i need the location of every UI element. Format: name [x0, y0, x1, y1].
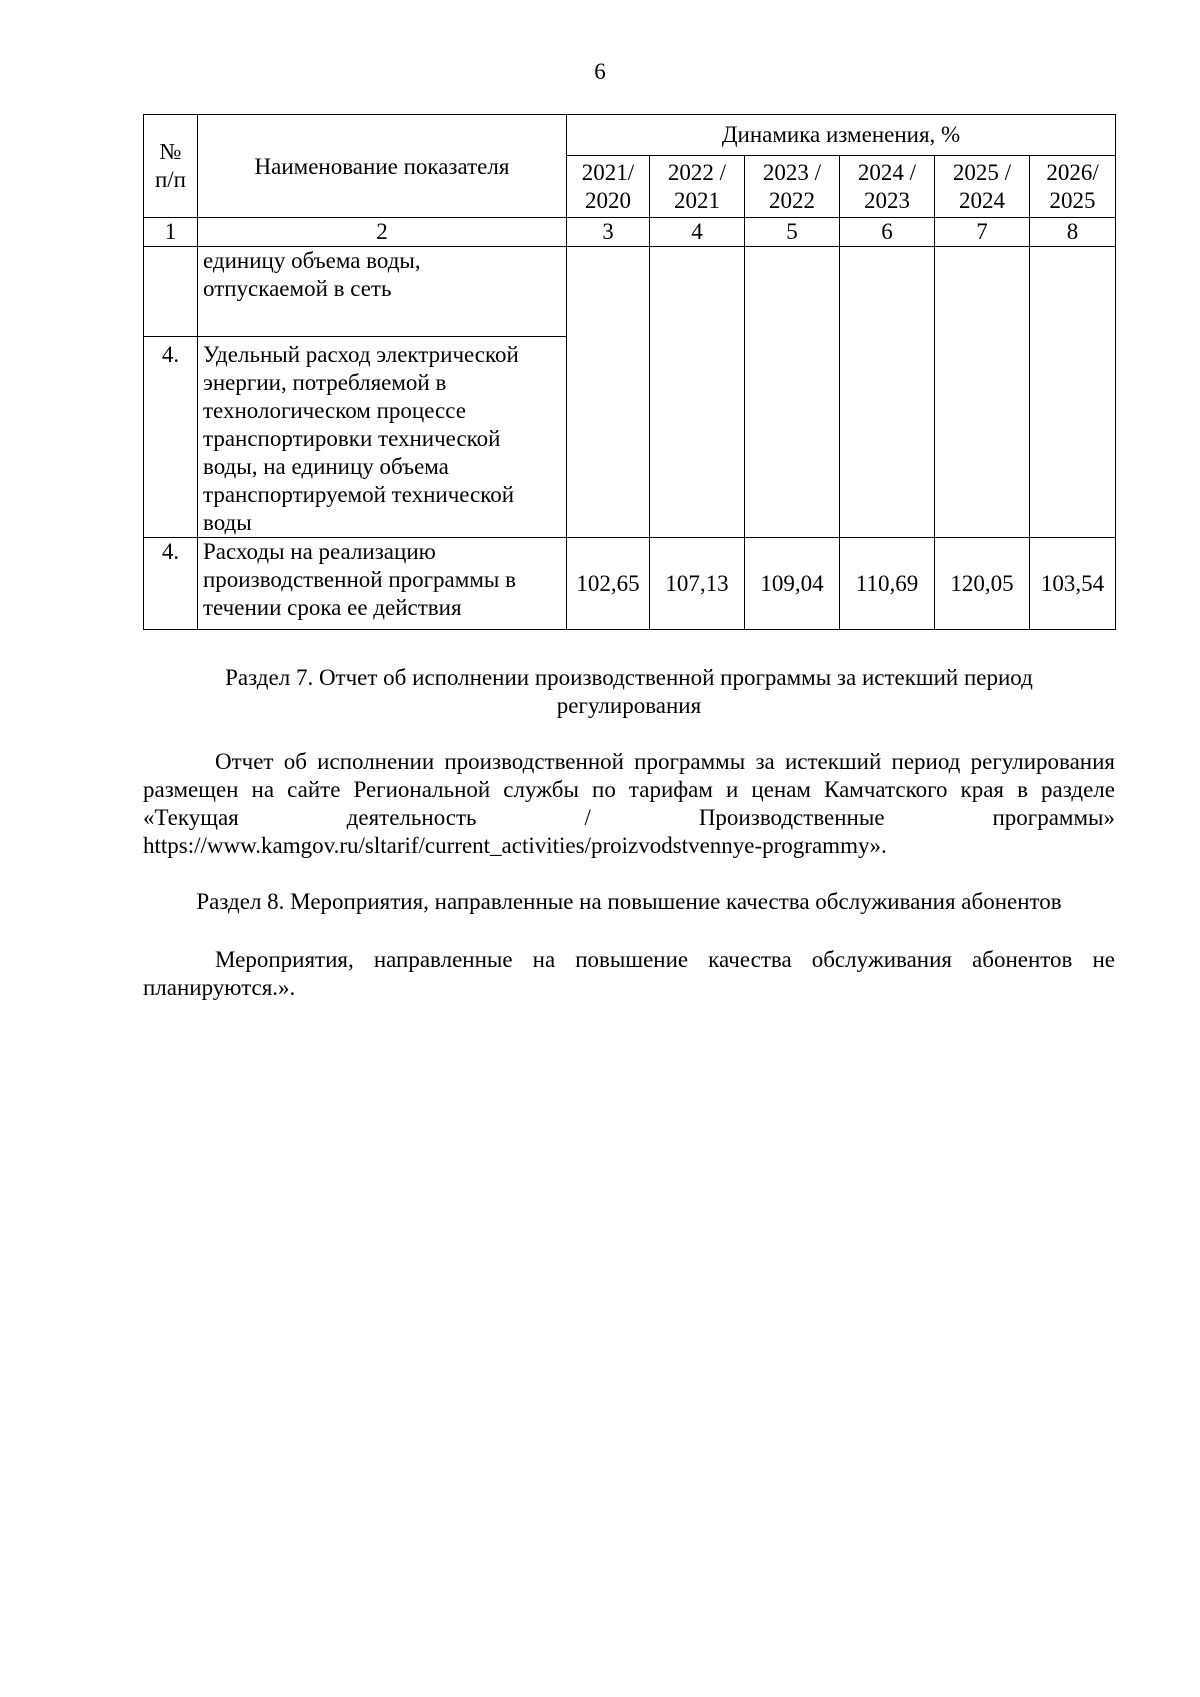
- table-row: [144, 538, 1116, 630]
- section7-title: Раздел 7. Отчет об исполнении производственной программы за истекший период регулирования: [225, 665, 1033, 718]
- value-cell: 120,05: [935, 538, 1030, 630]
- section8-title: Раздел 8. Мероприятия, направленные на повышение качества обслуживания абонентов: [196, 889, 1062, 914]
- column-number: 8: [1030, 218, 1116, 247]
- page-number: 6: [594, 59, 606, 84]
- row-name: Расходы на реализацию производственной программы в течении срока ее действия: [198, 538, 567, 630]
- header-period: 2026/ 2025: [1030, 156, 1116, 218]
- value-cell: 109,04: [745, 538, 840, 630]
- column-number: 4: [650, 218, 745, 247]
- row-name: Удельный расход электрической энергии, потребляемой в технологическом процессе транспортировки технической воды, на единицу объема транспортируемой технической воды: [198, 337, 567, 538]
- column-number: 6: [840, 218, 935, 247]
- row-number: 4.: [144, 337, 198, 538]
- header-period: 2022 / 2021: [650, 156, 745, 218]
- header-period: 2021/ 2020: [567, 156, 650, 218]
- header-name: Наименование показателя: [198, 115, 567, 218]
- column-number: 3: [567, 218, 650, 247]
- value-cell: [745, 247, 840, 538]
- row-number: 4.: [144, 538, 198, 630]
- header-period: 2025 / 2024: [935, 156, 1030, 218]
- value-cell: [567, 247, 650, 538]
- value-cell: [935, 247, 1030, 538]
- value-cell: [1030, 247, 1116, 538]
- value-cell: [840, 247, 935, 538]
- value-cell: 107,13: [650, 538, 745, 630]
- value-cell: 102,65: [567, 538, 650, 630]
- value-cell: 110,69: [840, 538, 935, 630]
- row-number: [144, 247, 198, 337]
- header-no: № п/п: [144, 115, 198, 218]
- header-period: 2023 / 2022: [745, 156, 840, 218]
- column-number: 7: [935, 218, 1030, 247]
- table-row: [144, 247, 1116, 337]
- header-dynamics: Динамика изменения, %: [567, 115, 1116, 156]
- column-number: 1: [144, 218, 198, 247]
- dynamics-table: [143, 114, 1116, 630]
- value-cell: 103,54: [1030, 538, 1116, 630]
- section7-paragraph: Отчет об исполнении производственной программы за истекший период регулирования размещен на сайте Региональной службы по тарифам и ценам Камчатского края в разделе «Текущая деятельность / Производственные программы» https://www.kamgov.ru/sltarif/current_activities/proizvodstvennye-programmy».: [143, 749, 1115, 858]
- header-period: 2024 / 2023: [840, 156, 935, 218]
- section8-paragraph: Мероприятия, направленные на повышение качества обслуживания абонентов не планируются.».: [143, 947, 1115, 1000]
- column-number: 5: [745, 218, 840, 247]
- value-cell: [650, 247, 745, 538]
- row-name: единицу объема воды, отпускаемой в сеть: [198, 247, 567, 337]
- column-number: 2: [198, 218, 567, 247]
